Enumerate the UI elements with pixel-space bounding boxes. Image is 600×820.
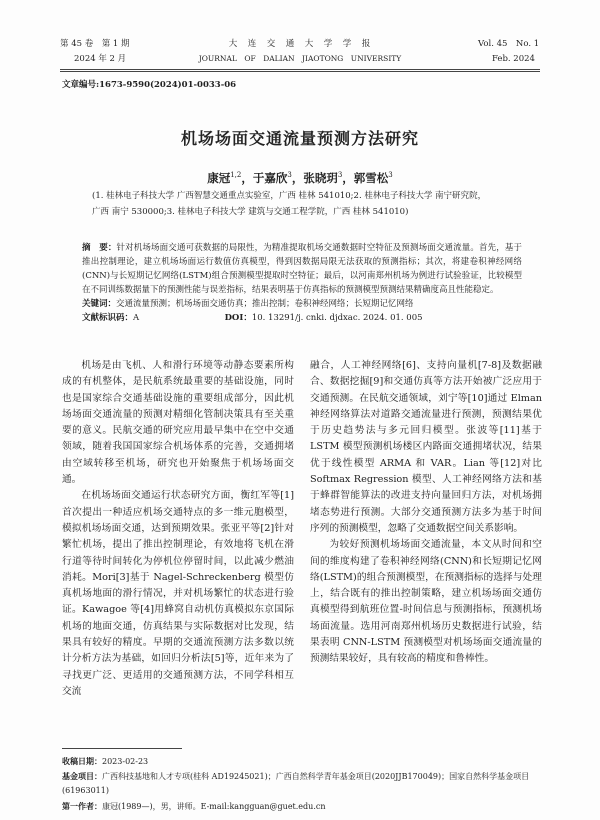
- keywords: [82, 297, 522, 311]
- journal-name-en: JOURNAL OF DALIAN JIAOTONG UNIVERSITY: [198, 54, 402, 63]
- footnote-label: 第一作者：: [62, 801, 102, 811]
- date-cn: 2024 年 2 月: [74, 54, 127, 64]
- author-affiliation-mark: 3: [287, 171, 292, 180]
- abstract: [82, 241, 522, 325]
- author-separator: ，: [291, 171, 304, 185]
- header-rule: [60, 69, 540, 70]
- affiliation-line: 广西 南宁 530000;3. 桂林电子科技大学 建筑与交通工程学院，广西 桂林 541010): [92, 207, 409, 217]
- header-rule-second: [60, 71, 540, 72]
- abstract-text: 针对机场场面交通可获数据的局限性，为精准提取机场交通数据时空特征及预测场面交通流量。首先，基于推出控制理论，建立机场场面运行数值仿真模型，得到因数据局限无法获取的预测指标；其次，将建卷积神经网络(CNN)与长短期记忆网络(LSTM)组合预测模型提取时空特征；最后，以河南郑州机场为例进行试验验证，比较模型在不同训练数据量下的预测性能与误差指标，结果表明基于仿真指标的预测模型预测结果精确度高且性能稳定。: [82, 243, 522, 295]
- journal-name-cn: 大 连 交 通 大 学 学 报: [228, 39, 372, 49]
- volume-issue-en: Vol. 45 No. 1: [478, 39, 540, 49]
- body-paragraph: 融合，人工神经网络[6]、支持向量机[7-8]及数据融合、数据挖掘[9]和交通仿真等方法开始被广泛应用于交通预测。在民航交通领域，刘宁等[10]通过 Elman 神经网络算法对道路交通流量进行预测，预测结果优于历史趋势法与多元回归模型。张波等[11]基于 LSTM 模型预测机场楼区内路面交通拥堵状况，结果优于线性模型 ARMA 和 VAR。Lian 等[12]对比 Softmax Regression 模型、人工神经网络方法和基于蜂群智能算法的改进支持向量回归方法，对机场拥堵态势进行预测。大部分交通预测方法多为基于时间序列的预测模型，忽略了交通数据空间关系影响。: [310, 360, 542, 534]
- footnote-label: 基金项目：: [62, 771, 102, 781]
- footnote-first-author: [62, 799, 542, 814]
- paper-title: 机场场面交通流量预测方法研究: [180, 129, 419, 148]
- author-name: 郭雪松: [353, 171, 389, 185]
- article-number: 文章编号:1673-9590(2024)01-0033-06: [62, 80, 237, 90]
- author-name: 于嘉欣: [252, 171, 288, 185]
- author-list: [0, 170, 600, 186]
- author-name: 张晓玥: [303, 171, 338, 185]
- doc-code-value: A: [133, 313, 140, 323]
- keywords-label: 关键词：: [82, 299, 117, 309]
- abstract-body: [82, 241, 522, 297]
- author-affiliation-mark: 3: [337, 171, 343, 180]
- footnote-funding: [62, 769, 542, 798]
- keywords-text: 交通流量预测；机场场面交通仿真；推出控制；卷积神经网络；长短期记忆网络: [116, 299, 414, 309]
- affiliation-line: (1. 桂林电子科技大学 广西智慧交通重点实验室，广西 桂林 541010;2. 桂林电子科技大学 南宁研究院，: [92, 191, 487, 201]
- author-affiliation-mark: 1,2: [230, 171, 242, 180]
- footnote-text: 2023-02-23: [102, 757, 149, 766]
- body-column-left: [62, 358, 294, 700]
- footnote-received: [62, 754, 542, 769]
- doi-value: 10. 13291/j. cnki. djdxac. 2024. 01. 005: [251, 313, 423, 323]
- body-column-right: [310, 358, 542, 668]
- footnote-text: 广西科技基地和人才专项(桂科 AD19245021)；广西自然科学青年基金项目(2020JJB170049)；国家自然科学基金项目(61963011): [62, 772, 530, 795]
- doc-code-label: 文献标识码：: [82, 313, 134, 323]
- author-name: 康冠: [207, 171, 231, 185]
- body-paragraph: 机场是由飞机、人和滑行环境等动静态要素所构成的有机整体，是民航系统最重要的基础设施，同时也是国家综合交通基础设施的重要组成部分，因此机场场面交通流量的预测对精细化管制决策具有至关重要的意义。民航交通的研究应用最早集中在空中交通领域，随着我国国家综合机场体系的完善，交通拥堵由空域转移至机场，研究也开始聚焦于机场场面交通。: [62, 360, 294, 486]
- author-separator: ，: [342, 171, 354, 185]
- footnote-label: 收稿日期：: [62, 756, 102, 766]
- author-affiliation-mark: 3: [388, 171, 393, 180]
- body-paragraph: 为较好预测机场场面交通流量，本文从时间和空间的维度构建了卷积神经网络(CNN)和长短期记忆网络(LSTM)的组合预测模型，在预测指标的选择与处理上，结合既有的推出控制策略，建立机场场面交通仿真模型得到航班位置-时间信息与预测指标，预测机场场面流量。选用河南郑州机场历史数据进行试验，结果表明 CNN-LSTM 预测模型对机场场面交通流量的预测结果较好，具有较高的精度和鲁棒性。: [310, 539, 542, 665]
- body-paragraph: 在机场场面交通运行状态研究方面，衡红军等[1]首次提出一种适应机场交通特点的多一维元胞模型，模拟机场场面交通，达到预期效果。张亚平等[2]针对繁忙机场，提出了推出控制理论，有效地将飞机在滑行道等待时间转化为停机位停留时间，以此减少燃油消耗。Mori[3]基于 Nagel-Schreckenberg 模型仿真机场地面的滑行情况，并对机场繁忙的状态进行验证。Kawagoe 等[4]用蜂窝自动机仿真模拟东京国际机场的地面交通，仿真结果与实际数据对比发现，结果具有较好的精度。早期的交通流预测方法多数以统计分析方法为基础，如回归分析法[5]等，近年来为了寻找更广泛、更适用的交通预测方法，不同学科相互交流: [62, 490, 294, 697]
- date-en: Feb. 2024: [492, 54, 535, 64]
- doi-label: DOI：: [224, 313, 252, 323]
- footnote-rule: [62, 748, 182, 749]
- footnote-text: 康冠(1989—)，男，讲师。E-mail:kangguan@guet.edu.cn: [102, 802, 326, 811]
- author-separator: ，: [241, 171, 253, 185]
- doc-code-line: [82, 311, 522, 325]
- abstract-label: 摘 要：: [82, 243, 117, 253]
- volume-issue-cn: 第 45 卷 第 1 期: [60, 39, 130, 49]
